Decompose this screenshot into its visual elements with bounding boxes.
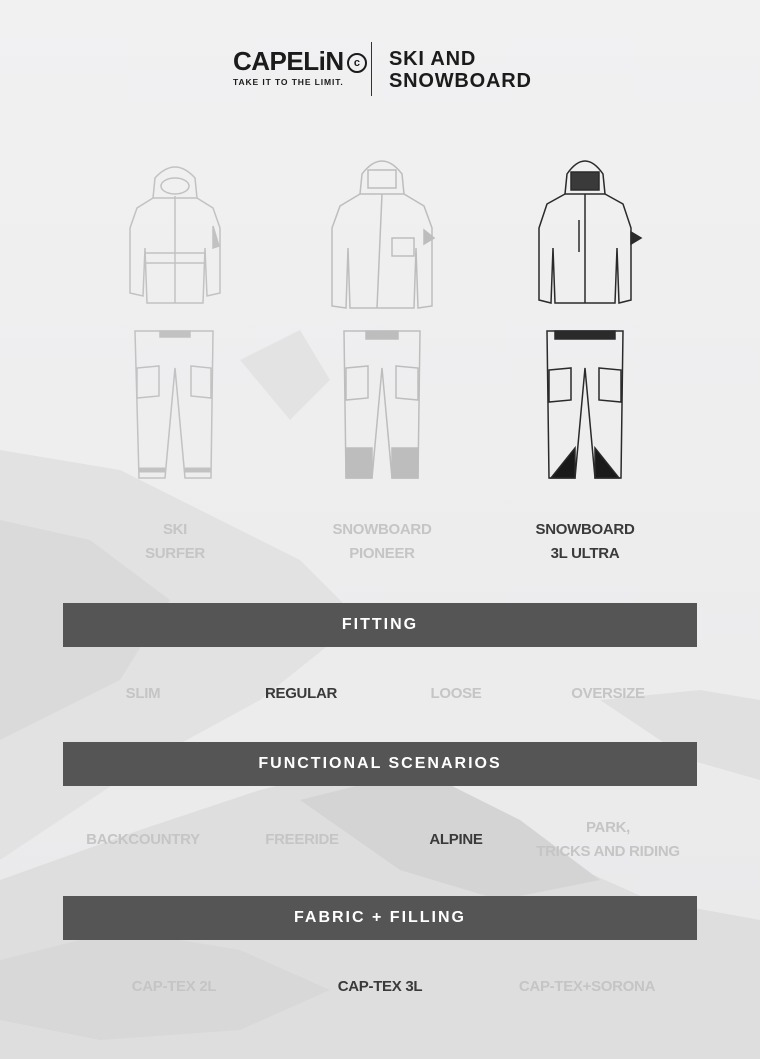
scenario-option-park[interactable] bbox=[523, 816, 693, 864]
product-snowboard-3l-ultra[interactable] bbox=[485, 148, 685, 578]
snowboard-3l-ultra-outfit-icon bbox=[485, 148, 685, 488]
product-name bbox=[282, 518, 482, 566]
scenario-option-backcountry[interactable]: BACKCOUNTRY bbox=[86, 831, 200, 848]
section-bar-scenarios: FUNCTIONAL SCENARIOS bbox=[63, 742, 697, 786]
product-name-line2: 3L ULTRA bbox=[550, 545, 620, 562]
fitting-options bbox=[63, 682, 697, 706]
scenario-option-park-line2: TRICKS AND RIDING bbox=[536, 843, 680, 860]
section-bar-fabric: FABRIC + FILLING bbox=[63, 896, 697, 940]
product-snowboard-pioneer[interactable] bbox=[282, 148, 482, 578]
section-bar-fitting: FITTING bbox=[63, 603, 697, 647]
product-name-line1: SKI bbox=[162, 521, 188, 538]
product-name bbox=[75, 518, 275, 566]
page-title-line2: SNOWBOARD bbox=[389, 70, 532, 92]
page-title-line1: SKI AND bbox=[389, 48, 477, 70]
product-name-line2: PIONEER bbox=[349, 545, 415, 562]
fabric-option-cap-tex-sorona[interactable]: CAP-TEX+SORONA bbox=[518, 978, 656, 995]
product-name bbox=[485, 518, 685, 566]
product-grid bbox=[0, 148, 760, 578]
page-header bbox=[0, 38, 760, 98]
copyright-icon: c bbox=[347, 53, 367, 73]
product-name-line1: SNOWBOARD bbox=[332, 521, 432, 538]
fabric-option-cap-tex-2l[interactable]: CAP-TEX 2L bbox=[131, 978, 217, 995]
scenario-option-freeride[interactable]: FREERIDE bbox=[265, 831, 339, 848]
fitting-option-loose[interactable]: LOOSE bbox=[430, 685, 482, 702]
scenario-option-alpine[interactable]: ALPINE bbox=[429, 831, 483, 848]
ski-surfer-outfit-icon bbox=[75, 148, 275, 488]
fitting-option-oversize[interactable]: OVERSIZE bbox=[571, 685, 645, 702]
product-name-line2: SURFER bbox=[145, 545, 205, 562]
header-divider bbox=[371, 42, 372, 96]
brand-tagline: TAKE IT TO THE LIMIT. bbox=[233, 77, 344, 87]
scenario-options bbox=[63, 816, 697, 866]
snowboard-pioneer-outfit-icon bbox=[282, 148, 482, 488]
product-name-line1: SNOWBOARD bbox=[535, 521, 635, 538]
scenario-option-park-line1: PARK, bbox=[585, 819, 631, 836]
fitting-option-slim[interactable]: SLIM bbox=[125, 685, 161, 702]
fabric-options bbox=[63, 975, 697, 999]
fitting-option-regular[interactable]: REGULAR bbox=[264, 685, 338, 702]
product-ski-surfer[interactable] bbox=[75, 148, 275, 578]
brand-name: CAPELiN bbox=[233, 46, 344, 76]
fabric-option-cap-tex-3l[interactable]: CAP-TEX 3L bbox=[337, 978, 423, 995]
page-title bbox=[389, 48, 532, 92]
brand-logo bbox=[233, 48, 367, 87]
